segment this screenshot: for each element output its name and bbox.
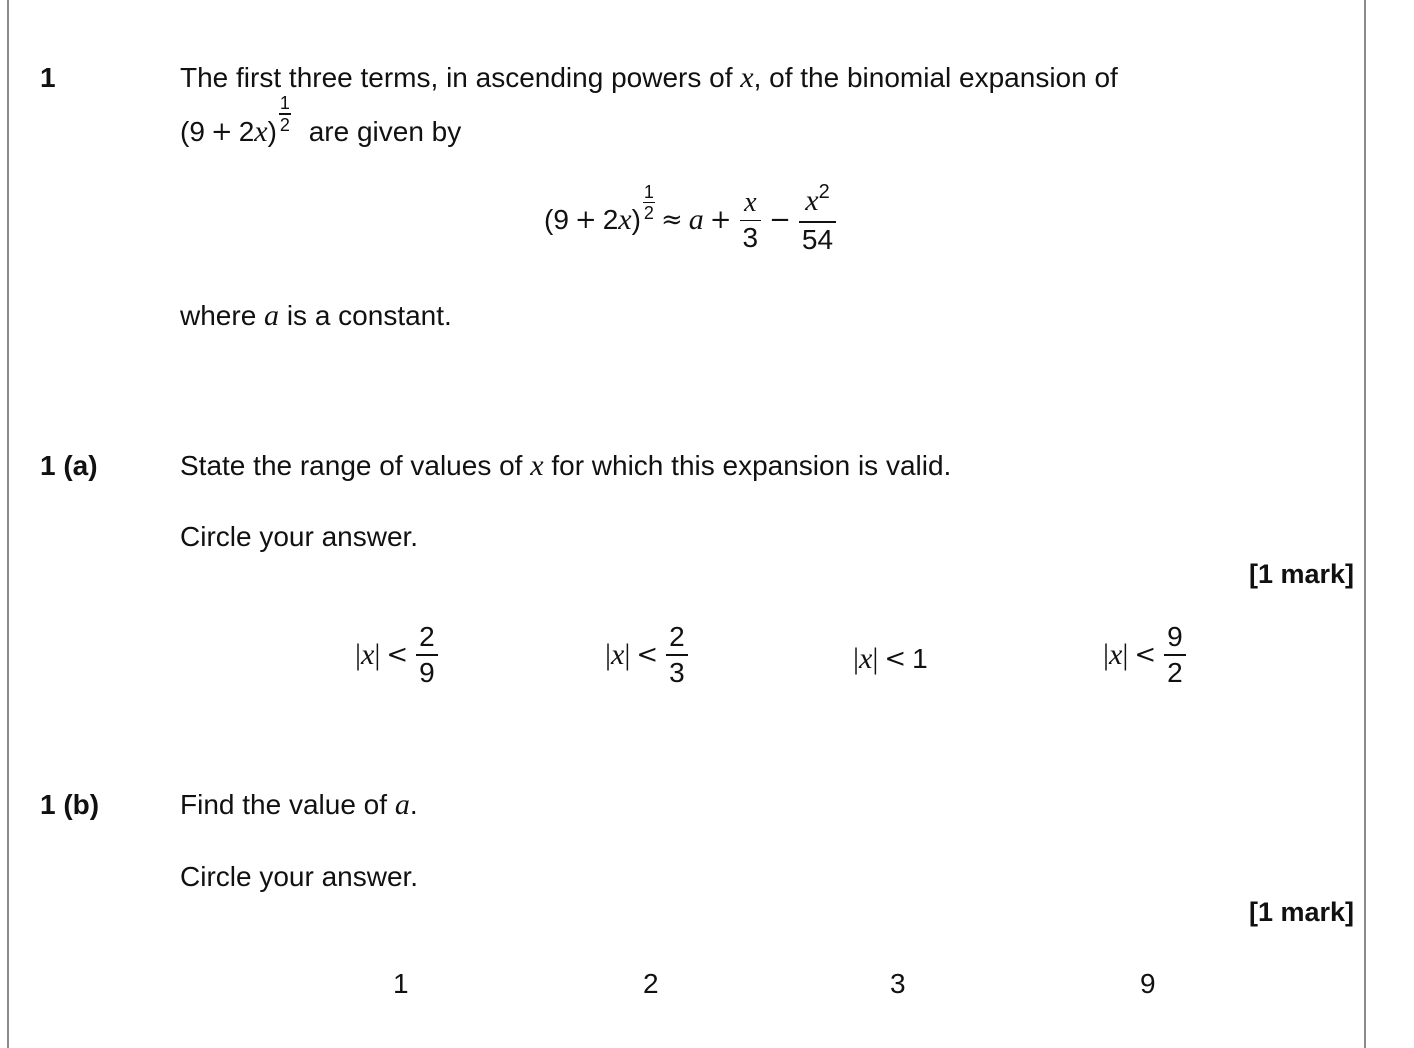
part-a-choice-4[interactable] <box>1103 622 1188 688</box>
expr-plus: + <box>210 116 233 147</box>
abs-close: | <box>624 637 631 671</box>
intro-text-post: , of the binomial expansion of <box>753 62 1118 93</box>
part-a-choice-1[interactable] <box>355 622 440 688</box>
fraction-bar <box>740 220 762 222</box>
eq-exp-num: 1 <box>643 181 654 202</box>
exam-page <box>7 0 1366 1048</box>
where-var: a <box>264 299 280 332</box>
abs-close: | <box>872 642 879 675</box>
abs-close: | <box>1122 637 1129 671</box>
part-a-marks: [1 mark] <box>1248 559 1354 589</box>
part-a-label: 1 (a) <box>40 450 98 481</box>
part-b-prompt <box>180 789 418 821</box>
choice-math <box>1103 622 1188 688</box>
choice-num: 2 <box>669 621 685 652</box>
part-a-prompt <box>180 450 951 482</box>
choice-num: 9 <box>1167 621 1183 652</box>
eq-term2-fraction <box>740 188 762 254</box>
part-b-prompt-post: . <box>409 789 418 820</box>
choice-math <box>605 622 690 688</box>
expr-open: (9 <box>180 115 205 147</box>
display-equation <box>544 181 838 255</box>
eq-plus2: + <box>709 205 732 236</box>
eq-close: ) <box>631 204 641 236</box>
eq-var: x <box>618 203 632 237</box>
part-a-var: x <box>530 449 544 482</box>
choice-op: < <box>884 644 907 674</box>
fraction-bar <box>416 654 438 656</box>
part-b-choice-1[interactable]: 1 <box>393 968 409 999</box>
part-b-var: a <box>394 788 410 821</box>
choice-var: x <box>1109 637 1123 671</box>
eq-term3-num <box>802 181 832 219</box>
choice-op: < <box>386 639 409 670</box>
choice-math <box>853 642 928 676</box>
eq-approx: ≈ <box>660 205 683 236</box>
abs-open: | <box>605 637 612 671</box>
abs-open: | <box>355 637 362 671</box>
choice-num: 2 <box>419 621 435 652</box>
question-intro-line1 <box>180 62 1118 94</box>
choice-var: x <box>859 642 873 675</box>
eq-coef: 2 <box>602 204 619 236</box>
expr-close: ) <box>267 115 277 147</box>
part-a-prompt-post: for which this expansion is valid. <box>543 450 952 481</box>
part-b-choice-4[interactable]: 9 <box>1140 968 1156 999</box>
exponent-half <box>279 94 291 134</box>
where-post: is a constant. <box>279 300 452 331</box>
eq-term3-var: x <box>805 184 819 217</box>
eq-minus: − <box>769 205 791 236</box>
eq-exponent-half <box>643 183 655 223</box>
eq-term3-exp: 2 <box>818 181 830 203</box>
part-b-choice-3[interactable]: 3 <box>890 968 906 999</box>
choice-var: x <box>611 637 625 671</box>
question-intro-line2 <box>180 93 462 152</box>
part-b-choice-2[interactable]: 2 <box>643 968 659 999</box>
intro-var-x: x <box>740 61 754 94</box>
choice-fraction <box>1164 622 1186 688</box>
eq-plus: + <box>574 205 597 236</box>
exp-num: 1 <box>279 93 290 113</box>
choice-var: x <box>361 637 375 671</box>
where-pre: where <box>180 300 265 331</box>
part-a-instruction: Circle your answer. <box>180 521 419 552</box>
choice-den: 2 <box>1167 656 1183 688</box>
part-a-prompt-pre: State the range of values of <box>180 450 531 481</box>
binomial-expression <box>180 93 291 152</box>
choice-math <box>355 622 440 688</box>
part-a-choice-3[interactable] <box>853 642 928 676</box>
question-number: 1 <box>40 62 56 93</box>
choice-fraction <box>416 622 438 688</box>
where-statement <box>180 300 452 332</box>
choice-fraction <box>666 622 688 688</box>
choice-den: 3 <box>669 656 685 688</box>
eq-term2-num: x <box>744 186 757 218</box>
fraction-bar <box>799 221 836 223</box>
eq-term3-den: 54 <box>801 223 834 255</box>
choice-op: < <box>636 639 659 670</box>
part-b-prompt-pre: Find the value of <box>180 789 395 820</box>
exp-den: 2 <box>279 114 290 135</box>
eq-open: (9 <box>544 204 569 236</box>
eq-term2-den: 3 <box>742 222 759 253</box>
fraction-bar <box>666 654 688 656</box>
part-b-label: 1 (b) <box>40 789 100 820</box>
intro-text-pre: The first three terms, in ascending powers of <box>180 62 741 93</box>
choice-op: < <box>1134 639 1157 670</box>
expr-coef: 2 <box>238 115 255 147</box>
eq-a: a <box>688 203 704 237</box>
part-b-marks: [1 mark] <box>1248 897 1354 927</box>
abs-open: | <box>1103 637 1110 671</box>
abs-close: | <box>374 637 381 671</box>
eq-term3-fraction <box>799 181 836 255</box>
intro-line2-text: are given by <box>308 115 462 147</box>
expr-var: x <box>254 114 268 148</box>
equation-row <box>544 181 838 255</box>
abs-open: | <box>853 642 860 675</box>
choice-value: 1 <box>912 643 928 674</box>
choice-den: 9 <box>419 656 435 688</box>
eq-exp-den: 2 <box>643 203 654 223</box>
part-b-instruction: Circle your answer. <box>180 861 419 892</box>
part-a-choice-2[interactable] <box>605 622 690 688</box>
fraction-bar <box>1164 654 1186 656</box>
